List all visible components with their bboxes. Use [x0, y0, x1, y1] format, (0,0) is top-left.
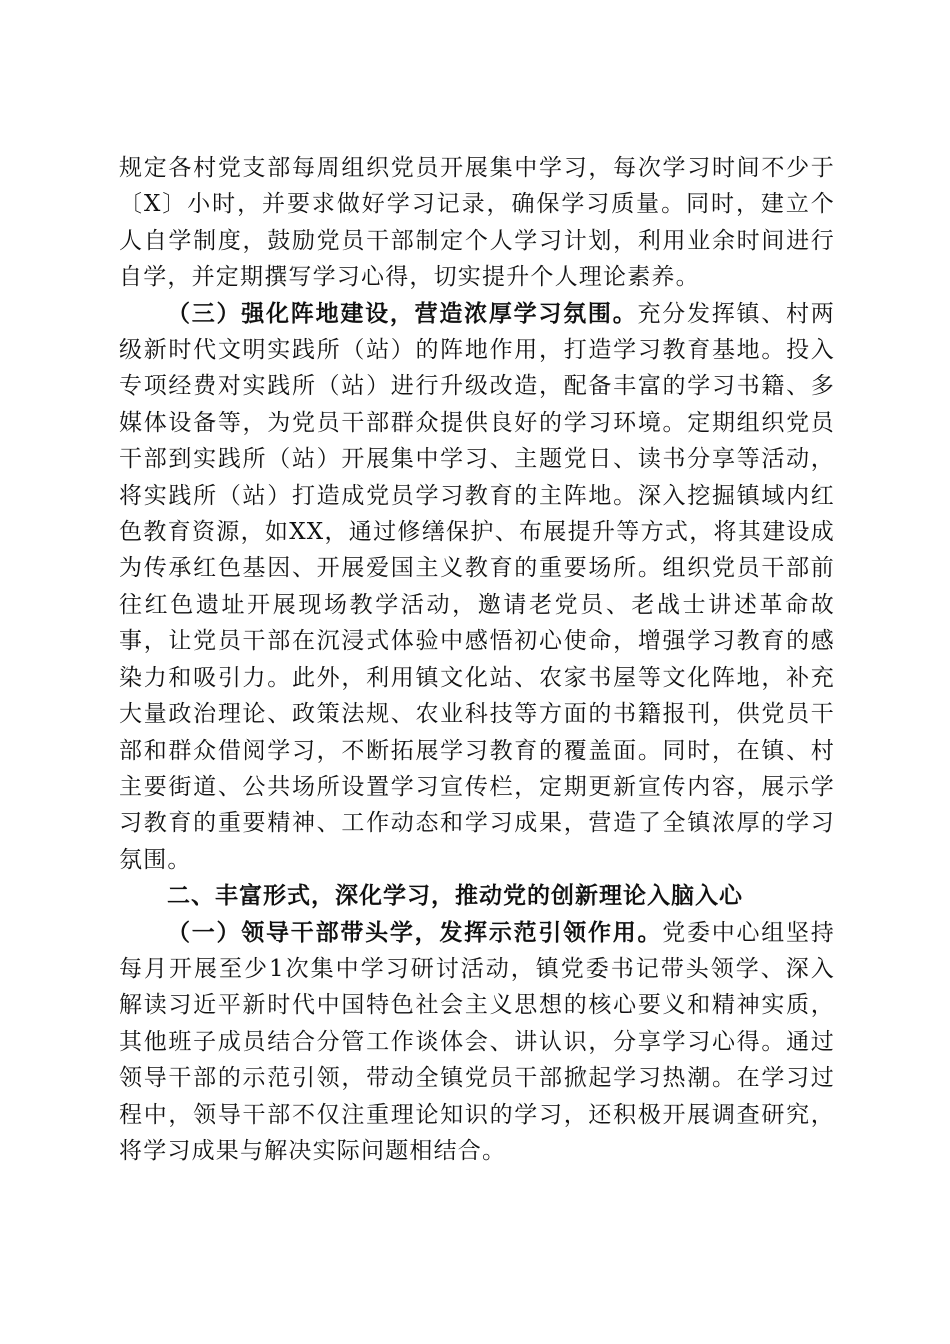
paragraph-study-system — [119, 150, 835, 296]
section-heading: 二、丰富形式，深化学习，推动党的创新理论入脑入心 — [167, 883, 743, 910]
paragraph-position-building — [119, 296, 835, 879]
paragraph-leaders-lead — [119, 915, 835, 1170]
paragraph-text: 规定各村党支部每周组织党员开展集中学习，每次学习时间不少于〔X〕小时，并要求做好学习记录，确保学习质量。同时，建立个人自学制度，鼓励党员干部制定个人学习计划，利用业余时间进行自学，并定期撰写学习心得，切实提升个人理论素养。 — [119, 155, 835, 291]
document-body — [119, 150, 835, 1169]
paragraph-text: 党委中心组坚持每月开展至少1次集中学习研讨活动，镇党委书记带头领学、深入解读习近平新时代中国特色社会主义思想的核心要义和精神实质，其他班子成员结合分管工作谈体会、讲认识，分享学习心得。通过领导干部的示范引领，带动全镇党员干部掀起学习热潮。在学习过程中，领导干部不仅注重理论知识的学习，还积极开展调查研究，将学习成果与解决实际问题相结合。 — [119, 919, 836, 1164]
subsection-title: （一）领导干部带头学，发挥示范引领作用。 — [167, 918, 663, 946]
subsection-title: （三）强化阵地建设，营造浓厚学习氛围。 — [167, 299, 638, 327]
paragraph-text: 充分发挥镇、村两级新时代文明实践所（站）的阵地作用，打造学习教育基地。投入专项经费对实践所（站）进行升级改造，配备丰富的学习书籍、多媒体设备等，为党员干部群众提供良好的学习环境。定期组织党员干部到实践所（站）开展集中学习、主题党日、读书分享等活动，将实践所（站）打造成党员学习教育的主阵地。深入挖掘镇域内红色教育资源，如XX，通过修缮保护、布展提升等方式，将其建设成为传承红色基因、开展爱国主义教育的重要场所。组织党员干部前往红色遗址开展现场教学活动，邀请老党员、老战士讲述革命故事，让党员干部在沉浸式体验中感悟初心使命，增强学习教育的感染力和吸引力。此外，利用镇文化站、农家书屋等文化阵地，补充大量政治理论、政策法规、农业科技等方面的书籍报刊，供党员干部和群众借阅学习，不断拓展学习教育的覆盖面。同时，在镇、村主要街道、公共场所设置学习宣传栏，定期更新宣传内容，展示学习教育的重要精神、工作动态和学习成果，营造了全镇浓厚的学习氛围。 — [119, 300, 835, 873]
